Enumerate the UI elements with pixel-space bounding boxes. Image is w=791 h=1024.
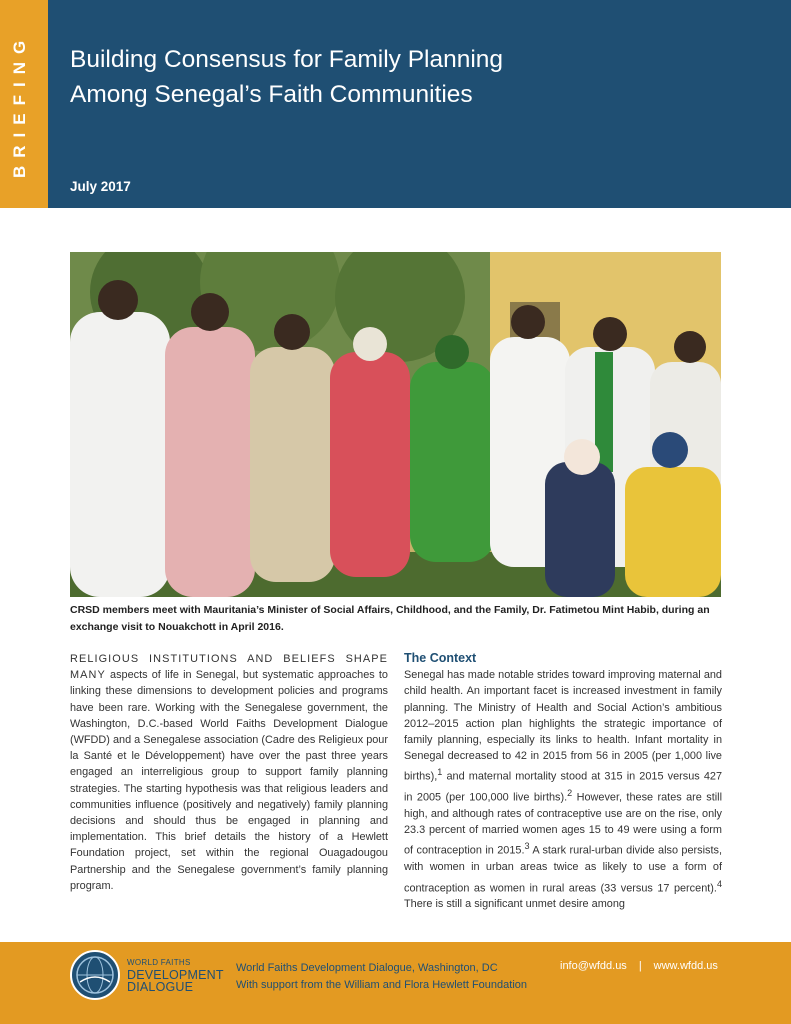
context-text-3: However, these rates are still high, and although rates of contraceptive use are on the rise, only 23.3 percent of married women ages 15 to 49 were using a form of contraception in 2015. (404, 791, 722, 858)
website-link[interactable]: www.wfdd.us (653, 960, 718, 972)
footer-separator: | (638, 960, 642, 972)
footer-org-line-2: With support from the William and Flora Hewlett Foundation (236, 979, 528, 991)
globe-icon (72, 952, 118, 998)
header-banner (0, 0, 791, 208)
group-photo-illustration (70, 252, 721, 597)
footnote-ref-3[interactable]: 3 (524, 841, 530, 852)
wfdd-globe-icon (70, 950, 120, 1000)
title-line-2: Among Senegal’s Faith Communities (70, 81, 473, 108)
briefing-label: BRIEFING (10, 32, 29, 178)
logo-line-2: DEVELOPMENT (127, 968, 224, 982)
context-text-1: Senegal has made notable strides toward improving maternal and child health. An important facet is increased investment in family planning. The Ministry of Health and Social Action’s ambitious 2012–2015 action plan highlights the strategic importance of family planning, especially its links to health. Infant mortality in Senegal decreased to 42 in 2015 from 56 in 2005 (per 1,000 live births), (404, 669, 722, 784)
wfdd-logo-text (127, 957, 224, 993)
briefing-side-tab (0, 0, 48, 208)
email-link[interactable]: info@wfdd.us (560, 960, 627, 972)
publication-date: July 2017 (70, 179, 131, 194)
document-title (70, 42, 630, 112)
intro-paragraph (70, 651, 388, 894)
group-photo (70, 252, 721, 597)
context-text-4: A stark rural-urban divide also persists, with women in urban areas twice as likely to use a form of contraception as women in rural areas (33 versus 17 percent). (404, 845, 722, 895)
logo-line-3: DIALOGUE (127, 980, 194, 994)
context-column (404, 650, 722, 913)
footer-org-line-1: World Faiths Development Dialogue, Washington, DC (236, 962, 498, 974)
footnote-ref-1[interactable]: 1 (437, 767, 443, 778)
footer-organization (236, 960, 527, 994)
photo-caption: CRSD members meet with Mauritania’s Minister of Social Affairs, Childhood, and the Family, Dr. Fatimetou Mint Habib, during an exchange visit to Nouakchott in April 2016. (70, 604, 710, 633)
footnote-ref-2[interactable]: 2 (567, 788, 573, 799)
footer-bar (0, 942, 791, 1024)
context-paragraph (404, 667, 722, 912)
context-text-2: and maternal mortality stood at 315 in 2015 versus 427 in 2005 (per 100,000 live births). (404, 771, 722, 804)
logo-line-1: WORLD FAITHS (127, 958, 191, 967)
footer-links (560, 960, 718, 972)
intro-column (70, 651, 388, 894)
footnote-ref-4[interactable]: 4 (716, 878, 722, 889)
context-text-5: There is still a significant unmet desire among (404, 898, 625, 911)
intro-body-text: aspects of life in Senegal, but systematic approaches to linking these dimensions to development policies and programs have been rare. Working with the Senegalese government, the Washington, D.C.-based World Faiths Development Dialogue (WFDD) and a Senegalese association (Cadre des Religieux pour la Santé et le Développement) have over the past three years engaged an interreligious group to support family planning strategies. The starting hypothesis was that religious leaders and communities influence (positively and negatively) family planning decisions and should thus be engaged in planning and implementation. This brief details the history of a Hewlett Foundation project, set within the regional Ouagadougou Partnership and the Senegalese government’s family planning program. (70, 669, 388, 892)
section-heading-context: The Context (404, 651, 477, 665)
title-line-1: Building Consensus for Family Planning (70, 46, 504, 73)
intro-lead-caps: RELIGIOUS INSTITUTIONS AND BELIEFS SHAPE MANY (70, 653, 388, 682)
